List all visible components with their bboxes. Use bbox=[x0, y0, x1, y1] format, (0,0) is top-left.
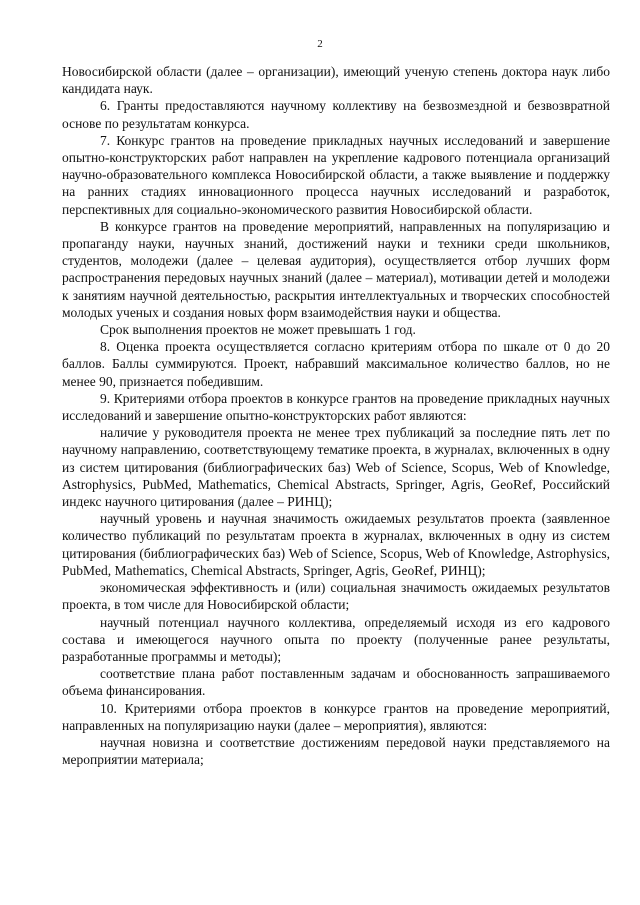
page-number: 2 bbox=[317, 38, 323, 50]
criterion-publications: наличие у руководителя проекта не менее трех публикаций за последние пять лет по научному направлению, соответствующему тематике проекта, в журналах, включенных в одну из систем цитирования (библиографических баз) Web of Science, Scopus, Web of Knowledge, Astrophysics, PubMed, Mathematics, Chemical Abstracts, Springer, Agris, GeoRef, Российский индекс научного цитирования (далее – РИНЦ); bbox=[62, 425, 610, 510]
paragraph-popularization-contest: В конкурсе грантов на проведение мероприятий, направленных на популяризацию и пропаганду науки, научных знаний, достижений науки и техники среди школьников, студентов, молодежи (далее – целевая аудитория), осуществляется отбор лучших форм распространения передовых научных знаний (далее – материал), мотивации детей и молодежи к занятиям научной деятельностью, раскрытия интеллектуальных и творческих способностей молодых ученых и создания новых форм взаимодействия науки и общества. bbox=[62, 218, 610, 320]
paragraph-item-10: 10. Критериями отбора проектов в конкурсе грантов на проведение мероприятий, направленных на популяризацию науки (далее – мероприятия), являются: bbox=[62, 700, 610, 733]
paragraph-item-8: 8. Оценка проекта осуществляется согласно критериям отбора по шкале от 0 до 20 баллов. Баллы суммируются. Проект, набравший максимальное количество баллов, но не менее 90, признается победившим. bbox=[62, 339, 610, 389]
criterion-economic-efficiency: экономическая эффективность и (или) социальная значимость ожидаемых результатов проекта, в том числе для Новосибирской области; bbox=[62, 580, 610, 613]
criterion-team-potential: научный потенциал научного коллектива, определяемый исходя из его кадрового состава и имеющегося научного опыта по проекту (полученные ранее результаты, разработанные программы и методы); bbox=[62, 614, 610, 664]
criterion-scientific-level: научный уровень и научная значимость ожидаемых результатов проекта (заявленное количество публикаций по результатам проекта в журналах, включенных в одну из систем цитирования (библиографических баз) Web of Science, Scopus, Web of Knowledge, Astrophysics, PubMed, Mathematics, Chemical Abstracts, Springer, Agris, GeoRef, РИНЦ); bbox=[62, 511, 610, 578]
criterion-work-plan: соответствие плана работ поставленным задачам и обоснованность запрашиваемого объема финансирования. bbox=[62, 666, 610, 699]
paragraph-item-6: 6. Гранты предоставляются научному коллективу на безвозмездной и безвозвратной основе по результатам конкурса. bbox=[62, 98, 610, 131]
paragraph-continuation: Новосибирской области (далее – организации), имеющий ученую степень доктора наук либо кандидата наук. bbox=[62, 64, 610, 97]
paragraph-item-7: 7. Конкурс грантов на проведение прикладных научных исследований и завершение опытно-конструкторских работ направлен на укрепление кадрового потенциала организаций научно-образовательного комплекса Новосибирской области, а также выявление и поддержку на ранних стадиях инновационного процесса научных исследований и разработок, перспективных для социально-экономического развития Новосибирской области. bbox=[62, 132, 610, 217]
document-body bbox=[62, 63, 610, 768]
paragraph-project-duration: Срок выполнения проектов не может превышать 1 год. bbox=[100, 322, 416, 338]
paragraph-item-9: 9. Критериями отбора проектов в конкурсе грантов на проведение прикладных научных исследований и завершение опытно-конструкторских работ являются: bbox=[62, 390, 610, 424]
criterion-novelty: научная новизна и соответствие достижениям передовой науки представляемого на мероприятии материала; bbox=[62, 734, 610, 768]
